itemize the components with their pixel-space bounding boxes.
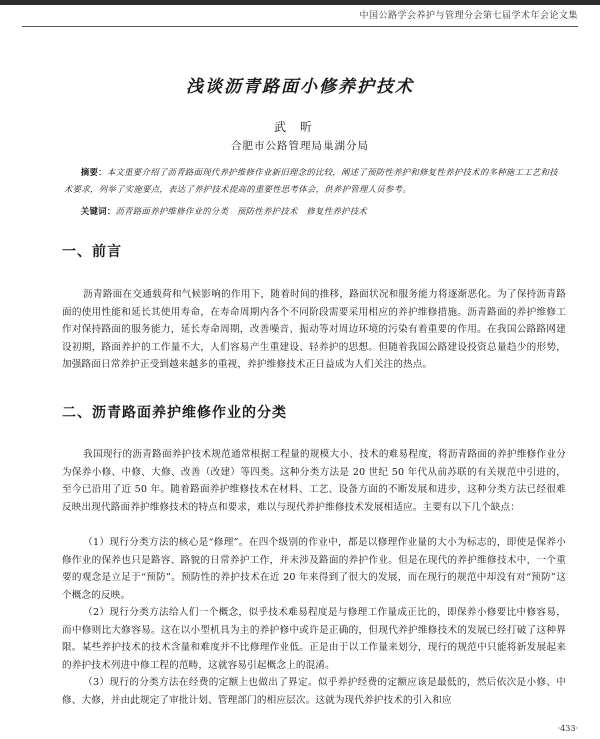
abstract — [64, 164, 558, 198]
scan-top-edge — [0, 0, 600, 5]
author-affiliation: 合肥市公路管理局巢湖分局 — [231, 140, 369, 152]
page-number: ·433· — [557, 724, 578, 733]
section-heading-classification: 二、沥青路面养护维修作业的分类 — [62, 405, 287, 421]
keywords-label: 关键词： — [80, 206, 116, 216]
abstract-label: 摘要： — [80, 167, 107, 177]
paragraph: 我国现行的沥青路面养护技术规范通常根据工程量的规模大小、技术的难易程度，将沥青路面的养护维修作业分为保养小修、中修、大修、改善（改建）等四类。这种分类方法是 20 世纪 50 年代从前苏联的有关规范中引进的，至今已沿用了近 50 年。随着路面养护维修技术在材料、工艺、设备方面的不断发展和进步，这种分类方法已经很难反映出现代路面养护维修技术的特点和要求，难以与现代养护维修技术发展相适应。主要有以下几个缺点： — [62, 449, 566, 513]
paragraph: （1）现行分类方法的核心是“修理”。在四个级别的作业中，都是以修理作业量的大小为标志的，即使是保养小修作业的保养也只是路容、路貌的日常养护工作，并未涉及路面的养护作业。但是在现代的养护维修技术中，一个重要的观念是立足于“预防”。预防性的养护技术在近 20 年来得到了很大的发展，而在现行的规范中却没有对“预防”这个概念的反映。 — [62, 537, 566, 601]
paragraph: 沥青路面在交通载荷和气候影响的作用下，随着时间的推移，路面状况和服务能力将逐渐恶化。为了保持沥青路面的使用性能和延长其使用寿命，在寿命周期内各个不同阶段需要采用相应的养护维修措施。沥青路面的养护维修工作对保持路面的服务能力，延长寿命周期，改善噪音、振动等对周边环境的污染有着重要的作用。在我国公路路网建设初期，路面养护的工作量不大，人们容易产生重建设、轻养护的思想。但随着我国公路建设投资总量趋少的形势，加强路面日常养护正受到越来越多的重视，养护维修技术正日益成为人们关注的热点。 — [62, 289, 566, 371]
running-header: 中国公路学会养护与管理分会第七届学术年会论文集 — [359, 11, 578, 21]
abstract-text: 本文重要介绍了沥青路面现代养护维修作业新旧理念的比较，阐述了预防性养护和修复性养护技术的多种施工工艺和技术要求，列举了实施要点，表达了养护技术提高的重要性思考体会，供养护管理人员参考。 — [64, 167, 558, 194]
author-name: 武昕 — [273, 120, 326, 134]
header-rule — [22, 26, 578, 27]
keywords — [64, 205, 558, 217]
keywords-text: 沥青路面养护维修作业的分类 预防性养护技术 修复性养护技术 — [115, 206, 368, 216]
article-title: 浅谈沥青路面小修养护技术 — [186, 77, 414, 97]
section-heading-preface: 一、前言 — [62, 244, 122, 260]
paragraph: （2）现行分类方法给人们一个概念，似乎技术难易程度是与修理工作量成正比的，即保养小修要比中修容易，而中修则比大修容易。这在以小型机具为主的养护修中或许是正确的，但现代养护维修技术的发展已经打破了这种界限。某些养护技术的技术含量和难度并不比修理作业低。正是由于以工作量来划分，现行的规范中只能将新发展起来的养护技术列进中修工程的范畴，这就容易引起概念上的混淆。 — [62, 607, 566, 671]
paragraph: （3）现行的分类方法在经费的定额上也做出了界定。似乎养护经费的定额应该是最低的，然后依次是小修、中修、大修，并由此规定了审批计划、管理部门的相应层次。这就为现代养护技术的引入和应 — [62, 677, 566, 706]
